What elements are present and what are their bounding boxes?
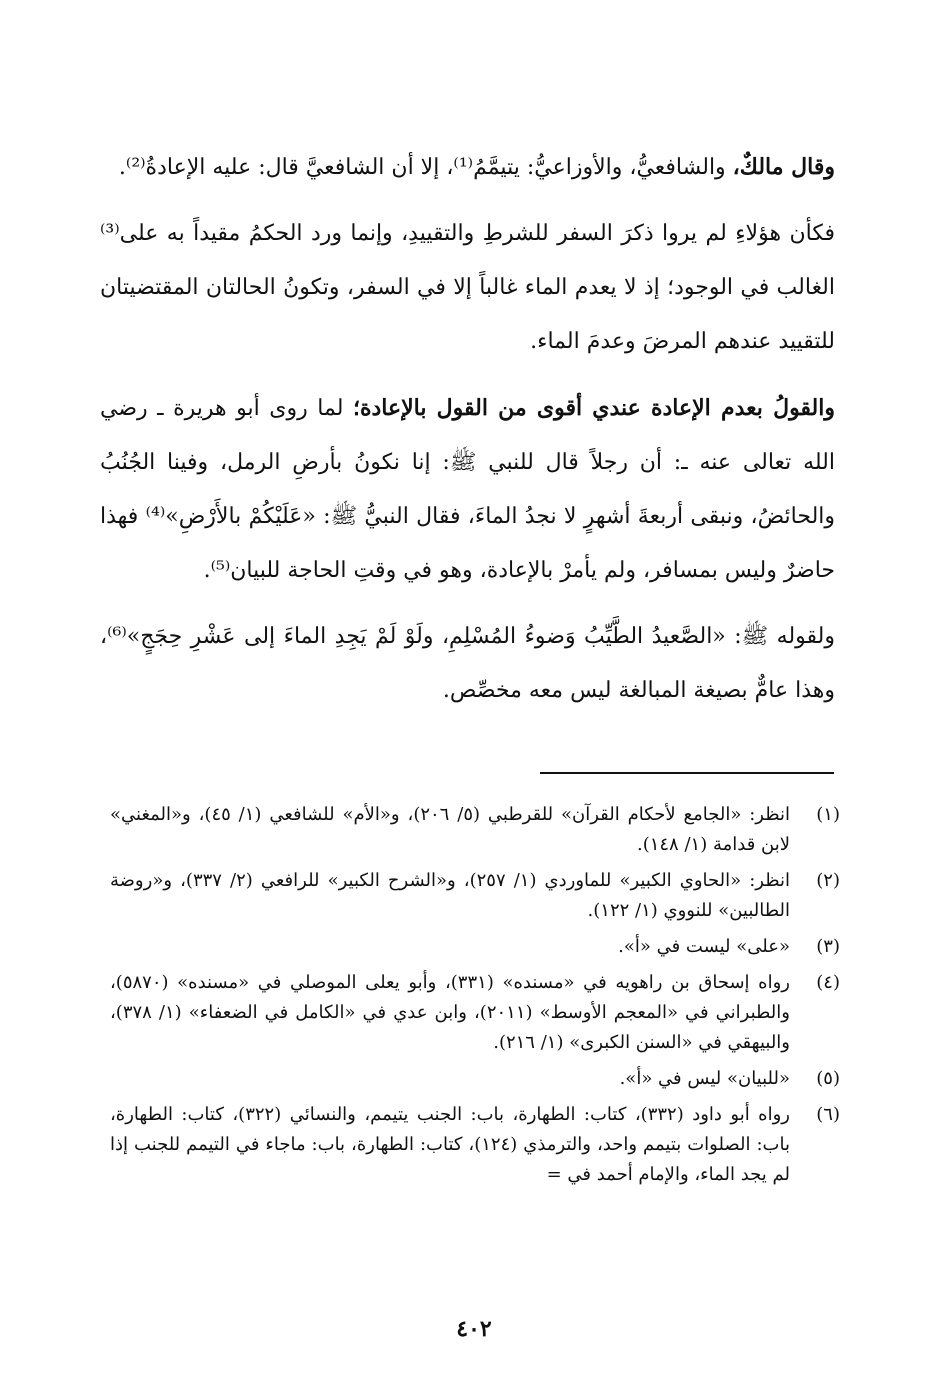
footnote <box>110 800 840 860</box>
paragraph-text: فكأن هؤلاءِ لم يروا ذكرَ السفر للشرطِ والتقييدِ، وإنما ورد الحكمُ مقيداً به على⁽³⁾ الغالب في الوجود؛ إذ لا يعدم الماء غالباً إلا في السفر، وتكونُ الحالتان المقتضيتان للتقييد عندهم المرضَ وعدمَ الماء. <box>100 221 835 354</box>
footnote-text: «للبيان» ليس في «أ». <box>619 1068 790 1089</box>
paragraph <box>100 207 835 369</box>
paragraph-text: والشافعيُّ، والأوزاعيُّ: يتيمَّمُ⁽¹⁾، إلا أن الشافعيَّ قال: عليه الإعادةُ⁽²⁾. <box>118 155 733 180</box>
paragraph-lead: وقال مالكٌ، <box>732 154 835 180</box>
paragraph-text: لما روى أبو هريرة ـ رضي الله تعالى عنه ـ: أن رجلاً قال للنبي ﷺ: إنا نكونُ بأرضِ الرمل، وفينا الجُنُبُ والحائضُ، ونبقى أربعةَ أشهرٍ لا نجدُ الماءَ، فقال النبيُّ ﷺ: «عَلَيْكُمْ بالأَرْضِ»⁽⁴⁾ فهذا حاضرٌ وليس بمسافر، ولم يأمرْ بالإعادة، وهو في وقتِ الحاجة للبيان⁽⁵⁾. <box>100 396 836 583</box>
paragraph-text: ولقوله ﷺ: «الصَّعيدُ الطَّيِّبُ وَضوءُ المُسْلِمِ، ولَوْ لَمْ يَجِدِ الماءَ إلى عَشْرِ حِجَجٍ»⁽⁶⁾، وهذا عامٌّ بصيغة المبالغة ليس معه مخصِّص. <box>100 624 835 703</box>
footnote-divider <box>540 772 834 774</box>
footnote-text: رواه إسحاق بن راهويه في «مسنده» (٣٣١)، وأبو يعلى الموصلي في «مسنده» (٥٨٧٠)، والطبراني في «المعجم الأوسط» (٢٠١١)، وابن عدي في «الكامل في الضعفاء» (١/ ٣٧٨)، والبيهقي في «السنن الكبرى» (١/ ٢١٦). <box>110 972 790 1053</box>
footnotes <box>110 800 840 1196</box>
footnote-number: (٦) <box>816 1104 840 1125</box>
paragraph <box>100 381 835 598</box>
page-number: ٤٠٢ <box>456 1316 492 1342</box>
footnote <box>110 932 840 962</box>
footnote-text: رواه أبو داود (٣٣٢)، كتاب: الطهارة، باب: الجنب يتيمم، والنسائي (٣٢٢)، كتاب: الطهارة، باب: الصلوات بتيمم واحد، والترمذي (١٢٤)، كتاب: الطهارة، باب: ماجاء في التيمم للجنب إذا لم يجد الماء، والإمام أحمد في = <box>110 1104 790 1185</box>
footnote <box>110 968 840 1058</box>
footnote-text: انظر: «الجامع لأحكام القرآن» للقرطبي (٥/ ٢٠٦)، و«الأم» للشافعي (١/ ٤٥)، و«المغني» لابن قدامة (١/ ١٤٨). <box>110 804 790 855</box>
paragraph <box>100 610 835 718</box>
footnote-number: (٤) <box>816 972 840 993</box>
main-text <box>100 140 835 730</box>
footnote-text: «على» ليست في «أ». <box>618 936 790 957</box>
footnote-number: (١) <box>816 804 840 825</box>
footnote-text: انظر: «الحاوي الكبير» للماوردي (١/ ٢٥٧)، و«الشرح الكبير» للرافعي (٢/ ٣٣٧)، و«روضة الطالبين» للنووي (١/ ١٢٢). <box>110 870 790 921</box>
footnote-number: (٢) <box>816 870 840 891</box>
footnote <box>110 866 840 926</box>
footnote <box>110 1100 840 1190</box>
footnote <box>110 1064 840 1094</box>
footnote-number: (٣) <box>816 936 840 957</box>
paragraph <box>100 140 835 195</box>
footnote-number: (٥) <box>816 1068 840 1089</box>
paragraph-lead: والقولُ بعدم الإعادة عندي أقوى من القول بالإعادة؛ <box>352 395 835 421</box>
